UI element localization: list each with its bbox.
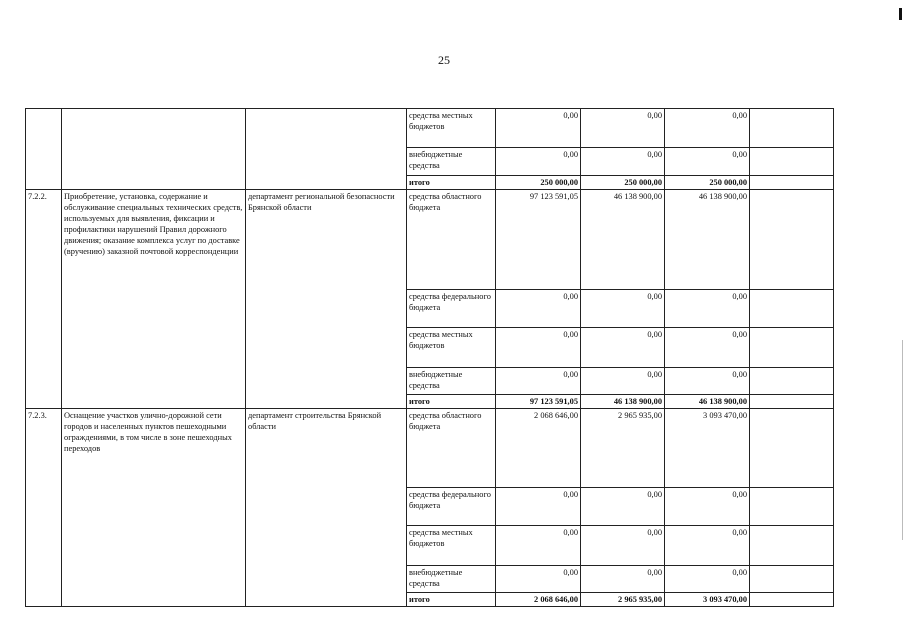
value-cell: 250 000,00 bbox=[496, 176, 581, 190]
empty-cell bbox=[750, 488, 834, 526]
budget-table bbox=[25, 108, 834, 607]
source-cell: средства местных бюджетов bbox=[407, 109, 496, 148]
value-cell: 0,00 bbox=[581, 290, 665, 328]
empty-cell bbox=[750, 368, 834, 395]
value-cell: 0,00 bbox=[665, 488, 750, 526]
value-cell: 0,00 bbox=[496, 488, 581, 526]
empty-cell bbox=[750, 566, 834, 593]
value-cell: 0,00 bbox=[665, 109, 750, 148]
table-row bbox=[26, 190, 834, 290]
value-cell: 0,00 bbox=[665, 290, 750, 328]
value-cell: 46 138 900,00 bbox=[665, 190, 750, 290]
name-cell bbox=[62, 109, 246, 190]
item-code: 7.2.3. bbox=[26, 409, 62, 607]
value-cell: 0,00 bbox=[581, 109, 665, 148]
source-cell: внебюджетные средства bbox=[407, 148, 496, 176]
value-cell: 3 093 470,00 bbox=[665, 593, 750, 607]
item-executor: департамент строительства Брянской области bbox=[246, 409, 407, 607]
value-cell: 46 138 900,00 bbox=[581, 395, 665, 409]
code-cell bbox=[26, 109, 62, 190]
value-cell: 0,00 bbox=[581, 526, 665, 566]
source-cell: средства местных бюджетов bbox=[407, 526, 496, 566]
item-code: 7.2.2. bbox=[26, 190, 62, 409]
source-cell: внебюджетные средства bbox=[407, 566, 496, 593]
value-cell: 0,00 bbox=[665, 566, 750, 593]
value-cell: 0,00 bbox=[496, 566, 581, 593]
value-cell: 0,00 bbox=[665, 368, 750, 395]
page-number: 25 bbox=[438, 53, 450, 67]
source-cell: средства федерального бюджета bbox=[407, 488, 496, 526]
value-cell: 2 965 935,00 bbox=[581, 593, 665, 607]
value-cell: 97 123 591,05 bbox=[496, 395, 581, 409]
value-cell: 0,00 bbox=[496, 328, 581, 368]
empty-cell bbox=[750, 290, 834, 328]
empty-cell bbox=[750, 328, 834, 368]
scan-edge-mark bbox=[899, 8, 902, 20]
value-cell: 250 000,00 bbox=[581, 176, 665, 190]
value-cell: 2 965 935,00 bbox=[581, 409, 665, 488]
item-executor: департамент региональной безопасности Брянской области bbox=[246, 190, 407, 409]
table-row bbox=[26, 109, 834, 148]
value-cell: 3 093 470,00 bbox=[665, 409, 750, 488]
source-cell: средства областного бюджета bbox=[407, 190, 496, 290]
source-cell: итого bbox=[407, 395, 496, 409]
value-cell: 250 000,00 bbox=[665, 176, 750, 190]
empty-cell bbox=[750, 148, 834, 176]
empty-cell bbox=[750, 395, 834, 409]
executor-cell bbox=[246, 109, 407, 190]
empty-cell bbox=[750, 109, 834, 148]
value-cell: 0,00 bbox=[665, 148, 750, 176]
value-cell: 0,00 bbox=[496, 526, 581, 566]
item-name: Оснащение участков улично-дорожной сети городов и населенных пунктов пешеходными ограждениями, в том числе в зоне пешеходных переходов bbox=[62, 409, 246, 607]
value-cell: 0,00 bbox=[581, 328, 665, 368]
item-name: Приобретение, установка, содержание и обслуживание специальных технических средств, используемых для выявления, фиксации и профилактики нарушений Правил дорожного движения; оказание комплекса услуг по доставке (вручению) заказной почтовой корреспонденции bbox=[62, 190, 246, 409]
source-cell: внебюджетные средства bbox=[407, 368, 496, 395]
source-cell: итого bbox=[407, 176, 496, 190]
empty-cell bbox=[750, 409, 834, 488]
value-cell: 46 138 900,00 bbox=[581, 190, 665, 290]
empty-cell bbox=[750, 526, 834, 566]
value-cell: 0,00 bbox=[496, 148, 581, 176]
source-cell: итого bbox=[407, 593, 496, 607]
value-cell: 0,00 bbox=[665, 526, 750, 566]
empty-cell bbox=[750, 190, 834, 290]
source-cell: средства местных бюджетов bbox=[407, 328, 496, 368]
value-cell: 0,00 bbox=[496, 368, 581, 395]
table-row bbox=[26, 409, 834, 488]
value-cell: 0,00 bbox=[496, 109, 581, 148]
value-cell: 0,00 bbox=[665, 328, 750, 368]
value-cell: 0,00 bbox=[581, 566, 665, 593]
value-cell: 0,00 bbox=[581, 148, 665, 176]
value-cell: 46 138 900,00 bbox=[665, 395, 750, 409]
value-cell: 2 068 646,00 bbox=[496, 593, 581, 607]
empty-cell bbox=[750, 593, 834, 607]
value-cell: 0,00 bbox=[581, 488, 665, 526]
empty-cell bbox=[750, 176, 834, 190]
scan-edge-line bbox=[902, 340, 903, 540]
value-cell: 0,00 bbox=[581, 368, 665, 395]
source-cell: средства областного бюджета bbox=[407, 409, 496, 488]
value-cell: 97 123 591,05 bbox=[496, 190, 581, 290]
value-cell: 2 068 646,00 bbox=[496, 409, 581, 488]
value-cell: 0,00 bbox=[496, 290, 581, 328]
source-cell: средства федерального бюджета bbox=[407, 290, 496, 328]
